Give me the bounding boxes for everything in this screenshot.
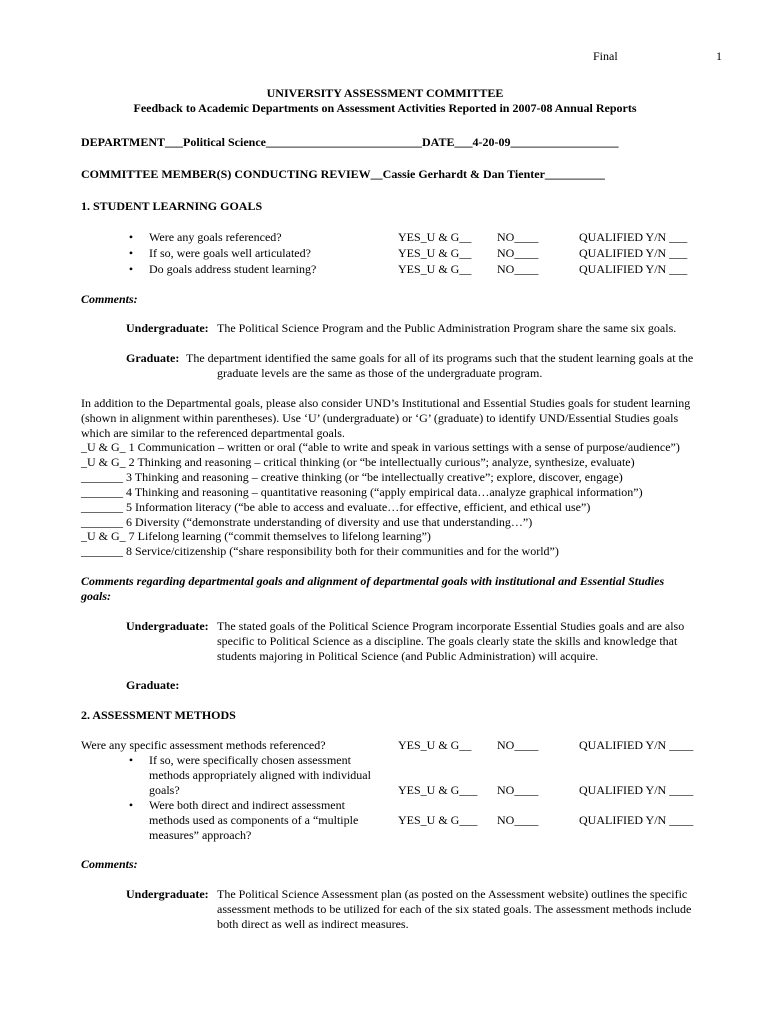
intro-line: (shown in alignment within parentheses). Use ‘U’ (undergraduate) or ‘G’ (graduate) to identify UND/Essential Studies goals xyxy=(81,411,679,425)
question-text: methods appropriately aligned with individual xyxy=(149,768,371,782)
undergraduate-label: Undergraduate: xyxy=(126,619,209,633)
bullet-icon: • xyxy=(128,753,134,767)
section2-heading: 2. ASSESSMENT METHODS xyxy=(81,708,236,722)
comments-label: Comments: xyxy=(81,292,138,306)
alignment-comments-heading: Comments regarding departmental goals and alignment of departmental goals with institutional and Essential Studies xyxy=(81,574,665,588)
graduate-comment-line: The department identified the same goals for all of its programs such that the student learning goals at the xyxy=(186,351,694,365)
goal-line: _______ 4 Thinking and reasoning – quantitative reasoning (“apply empirical data…analyze graphical information”) xyxy=(81,485,643,499)
goal-line: _______ 3 Thinking and reasoning – creative thinking (or “be intellectually creative”; explore, discover, engage) xyxy=(81,470,623,484)
question-text: If so, were goals well articulated? xyxy=(149,246,311,260)
committee-title: UNIVERSITY ASSESSMENT COMMITTEE xyxy=(266,86,504,100)
question-text: measures” approach? xyxy=(149,828,252,842)
no-field: NO____ xyxy=(497,230,539,244)
undergraduate-label: Undergraduate: xyxy=(126,887,209,901)
yes-field: YES_U & G__ xyxy=(398,738,472,752)
goal-line: _______ 6 Diversity (“demonstrate understanding of diversity and use that understanding…”) xyxy=(81,515,533,529)
yes-field: YES_U & G___ xyxy=(398,783,478,797)
bullet-icon: • xyxy=(128,230,134,244)
question-text: Do goals address student learning? xyxy=(149,262,317,276)
qualified-field: QUALIFIED Y/N ___ xyxy=(579,262,688,276)
undergraduate-comment: The Political Science Program and the Public Administration Program share the same six goals. xyxy=(217,321,677,335)
document-subtitle: Feedback to Academic Departments on Assessment Activities Reported in 2007-08 Annual Reports xyxy=(133,101,637,115)
no-field: NO____ xyxy=(497,783,539,797)
goal-line: _U & G_ 2 Thinking and reasoning – critical thinking (or “be intellectually curious”; analyze, synthesize, evaluate) xyxy=(81,455,635,469)
comments-label: Comments: xyxy=(81,857,138,871)
intro-line: which are similar to the referenced departmental goals. xyxy=(81,426,345,440)
question-text: Were any goals referenced? xyxy=(149,230,282,244)
no-field: NO____ xyxy=(497,738,539,752)
graduate-comment-line: graduate levels are the same as those of the undergraduate program. xyxy=(217,366,543,380)
methods-undergraduate-line: both direct as well as indirect measures. xyxy=(217,917,409,931)
bullet-icon: • xyxy=(128,798,134,812)
question-text: Were both direct and indirect assessment xyxy=(149,798,345,812)
goal-line: _______ 5 Information literacy (“be able to access and evaluate…for effective, efficient, and ethical use”) xyxy=(81,500,591,514)
yes-field: YES_U & G__ xyxy=(398,262,472,276)
graduate-label: Graduate: xyxy=(126,351,180,365)
page-number: 1 xyxy=(716,49,722,63)
undergraduate-label: Undergraduate: xyxy=(126,321,209,335)
qualified-field: QUALIFIED Y/N ___ xyxy=(579,246,688,260)
qualified-field: QUALIFIED Y/N ___ xyxy=(579,230,688,244)
intro-line: In addition to the Departmental goals, please also consider UND’s Institutional and Essential Studies goals for student learning xyxy=(81,396,691,410)
no-field: NO____ xyxy=(497,262,539,276)
alignment-undergraduate-line: The stated goals of the Political Science Program incorporate Essential Studies goals and are also xyxy=(217,619,685,633)
committee-line: COMMITTEE MEMBER(S) CONDUCTING REVIEW__Cassie Gerhardt & Dan Tienter__________ xyxy=(81,167,605,181)
no-field: NO____ xyxy=(497,813,539,827)
bullet-icon: • xyxy=(128,246,134,260)
yes-field: YES_U & G__ xyxy=(398,230,472,244)
question-text: If so, were specifically chosen assessment xyxy=(149,753,351,767)
question-text: goals? xyxy=(149,783,180,797)
qualified-field: QUALIFIED Y/N ____ xyxy=(579,783,694,797)
methods-undergraduate-line: The Political Science Assessment plan (as posted on the Assessment website) outlines the specific xyxy=(217,887,688,901)
qualified-field: QUALIFIED Y/N ____ xyxy=(579,813,694,827)
bullet-icon: • xyxy=(128,262,134,276)
alignment-undergraduate-line: specific to Political Science as a discipline. The goals clearly state the skills and knowledge that xyxy=(217,634,678,648)
goal-line: _U & G_ 1 Communication – written or oral (“able to write and speak in various settings with a sense of purpose/audience”) xyxy=(81,440,680,454)
no-field: NO____ xyxy=(497,246,539,260)
alignment-comments-heading: goals: xyxy=(81,589,111,603)
qualified-field: QUALIFIED Y/N ____ xyxy=(579,738,694,752)
graduate-label: Graduate: xyxy=(126,678,180,692)
section1-heading: 1. STUDENT LEARNING GOALS xyxy=(81,199,263,213)
goal-line: _______ 8 Service/citizenship (“share responsibility both for their communities and for the world”) xyxy=(81,544,559,558)
question-text: Were any specific assessment methods referenced? xyxy=(81,738,326,752)
question-text: methods used as components of a “multiple xyxy=(149,813,359,827)
yes-field: YES_U & G__ xyxy=(398,246,472,260)
final-label: Final xyxy=(593,49,618,63)
department-line: DEPARTMENT___Political Science__________________________DATE___4-20-09__________________ xyxy=(81,135,619,149)
alignment-undergraduate-line: students majoring in Political Science (and Public Administration) will acquire. xyxy=(217,649,599,663)
goal-line: _U & G_ 7 Lifelong learning (“commit themselves to lifelong learning”) xyxy=(81,529,431,543)
yes-field: YES_U & G___ xyxy=(398,813,478,827)
methods-undergraduate-line: assessment methods to be utilized for each of the six stated goals. The assessment methods include xyxy=(217,902,692,916)
